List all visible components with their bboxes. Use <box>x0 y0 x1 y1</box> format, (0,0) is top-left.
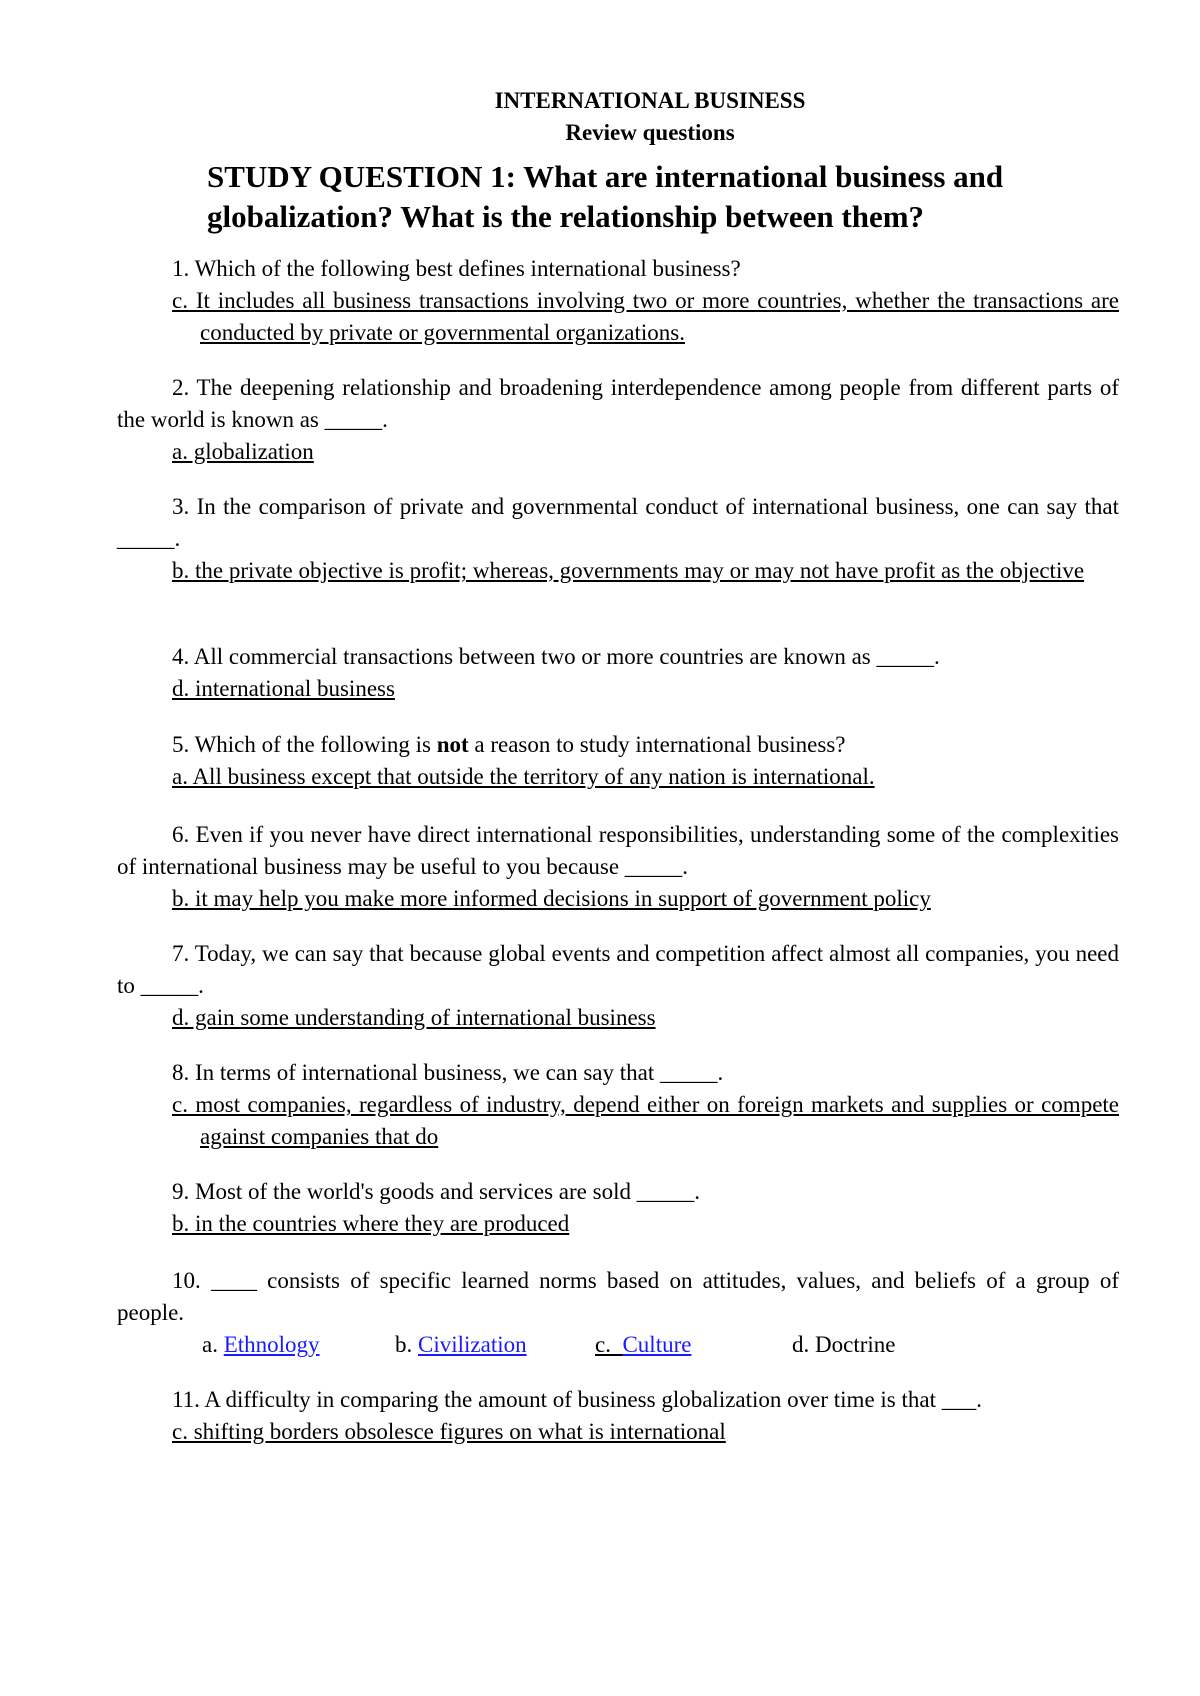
answer: d. international business <box>172 676 395 701</box>
option-letter: b. <box>395 1332 413 1357</box>
question-11 <box>117 1384 1119 1448</box>
study-question-heading: STUDY QUESTION 1: What are international business and globalization? What is the relationship between them? <box>207 159 1004 234</box>
answer: d. gain some understanding of international business <box>172 1005 656 1030</box>
document-subtitle: Review questions <box>565 120 735 145</box>
question-6 <box>117 819 1119 915</box>
option-letter: c. <box>595 1332 611 1357</box>
question-stem: 9. Most of the world's goods and services are sold _____. <box>172 1179 700 1204</box>
answer: c. It includes all business transactions involving two or more countries, whether the transactions are conducted by private or governmental organizations. <box>172 288 1119 345</box>
stem-text: 5. Which of the following is <box>172 732 437 757</box>
option-link[interactable]: Ethnology <box>223 1332 320 1357</box>
question-stem: 3. In the comparison of private and governmental conduct of international business, one can say that _____. <box>117 494 1119 551</box>
question-stem: 2. The deepening relationship and broadening interdependence among people from different parts of the world is known as _____. <box>117 375 1119 432</box>
question-7 <box>117 938 1119 1034</box>
answer: b. it may help you make more informed decisions in support of government policy <box>172 886 931 911</box>
question-stem: 10. ____ consists of specific learned norms based on attitudes, values, and beliefs of a group of people. <box>117 1268 1119 1325</box>
option-c <box>595 1329 691 1361</box>
option-a <box>202 1329 320 1361</box>
question-stem: 11. A difficulty in comparing the amount of business globalization over time is that ___. <box>172 1387 982 1412</box>
option-letter: d. <box>792 1332 810 1357</box>
question-2 <box>117 372 1119 468</box>
answer: b. the private objective is profit; whereas, governments may or may not have profit as the objective <box>172 558 1085 583</box>
option-link[interactable]: Culture <box>622 1332 692 1357</box>
question-3 <box>117 491 1119 587</box>
question-stem: 4. All commercial transactions between two or more countries are known as _____. <box>172 644 940 669</box>
option-d <box>792 1329 895 1361</box>
stem-text: a reason to study international business? <box>468 732 846 757</box>
answer-options <box>202 1329 1119 1361</box>
option-text: Doctrine <box>815 1332 896 1357</box>
answer: c. shifting borders obsolesce figures on what is international <box>172 1419 726 1444</box>
answer: b. in the countries where they are produced <box>172 1211 570 1236</box>
question-stem: 7. Today, we can say that because global events and competition affect almost all companies, you need to _____. <box>117 941 1119 998</box>
question-stem: 6. Even if you never have direct international responsibilities, understanding some of the complexities of international business may be useful to you because _____. <box>117 822 1119 879</box>
question-10 <box>117 1265 1119 1361</box>
answer: a. All business except that outside the territory of any nation is international. <box>172 764 875 789</box>
question-9 <box>117 1176 1119 1240</box>
question-4 <box>117 641 1119 705</box>
answer: a. globalization <box>172 439 314 464</box>
question-5 <box>117 729 1119 793</box>
option-letter: a. <box>202 1332 218 1357</box>
question-1 <box>117 253 1119 349</box>
question-stem: 8. In terms of international business, we can say that _____. <box>172 1060 724 1085</box>
question-8 <box>117 1057 1119 1153</box>
answer: c. most companies, regardless of industry, depend either on foreign markets and supplies or compete against companies that do <box>172 1092 1119 1149</box>
stem-emphasis: not <box>436 732 469 757</box>
question-stem <box>117 729 1119 761</box>
option-b <box>395 1329 527 1361</box>
option-link[interactable]: Civilization <box>418 1332 527 1357</box>
question-stem: 1. Which of the following best defines international business? <box>172 256 741 281</box>
document-title: INTERNATIONAL BUSINESS <box>494 88 806 113</box>
